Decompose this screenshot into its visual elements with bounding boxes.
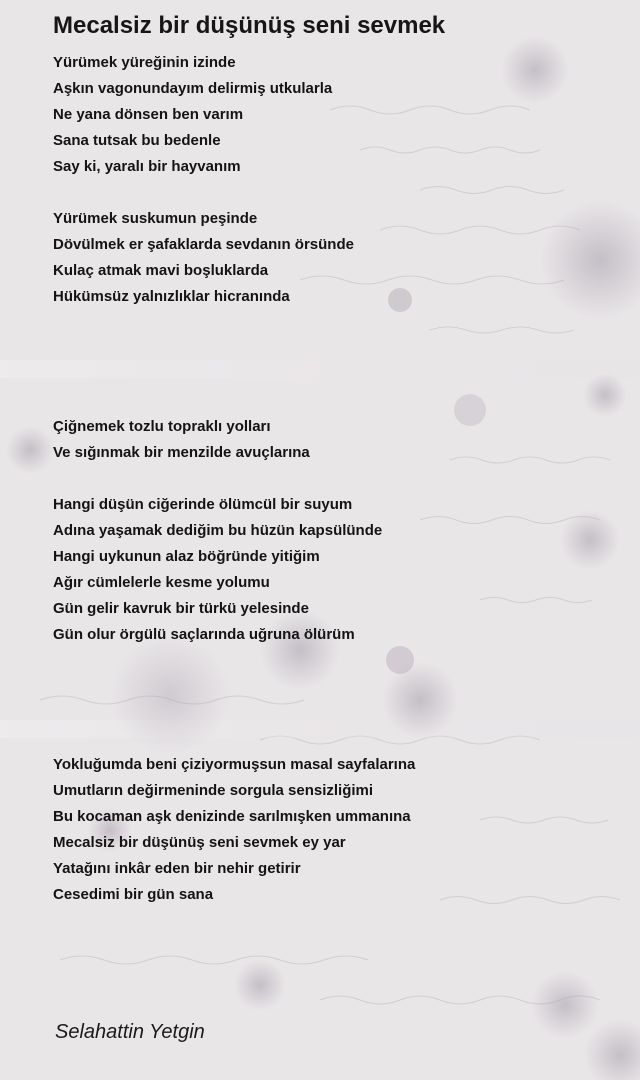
poem-line: Mecalsiz bir düşünüş seni sevmek ey yar: [53, 834, 346, 851]
poem-line: Gün olur örgülü saçlarında uğruna ölürüm: [53, 626, 355, 643]
stanza-gap: [53, 648, 415, 752]
stanza-4: [53, 492, 415, 648]
poem-line: Ve sığınmak bir menzilde avuçlarına: [53, 444, 310, 461]
poem-line: Yürümek suskumun peşinde: [53, 210, 258, 227]
author-name: Selahattin Yetgin: [55, 1021, 205, 1043]
poem-body: [53, 50, 415, 908]
poem-title: Mecalsiz bir düşünüş seni sevmek: [53, 12, 446, 39]
poem-line: Adına yaşamak dediğim bu hüzün kapsülünde: [53, 522, 383, 539]
poem-line: Yatağını inkâr eden bir nehir getirir: [53, 860, 301, 877]
poem-line: Hangi düşün ciğerinde ölümcül bir suyum: [53, 496, 353, 513]
stanza-3: [53, 414, 415, 466]
poem-line: Kulaç atmak mavi boşluklarda: [53, 262, 269, 279]
poem-line: Sana tutsak bu bedenle: [53, 132, 221, 149]
poem-line: Çiğnemek tozlu topraklı yolları: [53, 418, 271, 435]
poem-line: Ne yana dönsen ben varım: [53, 106, 244, 123]
stanza-5: [53, 752, 415, 908]
poem-line: Say ki, yaralı bir hayvanım: [53, 158, 241, 175]
stanza-gap: [53, 466, 415, 492]
poem-line: Aşkın vagonundayım delirmiş utkularla: [53, 80, 333, 97]
poem-line: Dövülmek er şafaklarda sevdanın örsünde: [53, 236, 354, 253]
stanza-2: [53, 206, 415, 310]
poem-line: Ağır cümlelerle kesme yolumu: [53, 574, 270, 591]
poem-line: Umutların değirmeninde sorgula sensizliğimi: [53, 782, 374, 799]
poem-line: Hangi uykunun alaz böğründe yitiğim: [53, 548, 320, 565]
poem-line: Bu kocaman aşk denizinde sarılmışken ummanına: [53, 808, 411, 825]
poem-line: Cesedimi bir gün sana: [53, 886, 214, 903]
stanza-1: [53, 50, 415, 180]
poem-line: Yokluğumda beni çiziyormuşsun masal sayfalarına: [53, 756, 416, 773]
stanza-gap: [53, 310, 415, 414]
stanza-gap: [53, 180, 415, 206]
poem-line: Hükümsüz yalnızlıklar hicranında: [53, 288, 290, 305]
poem-line: Yürümek yüreğinin izinde: [53, 54, 236, 71]
poem-line: Gün gelir kavruk bir türkü yelesinde: [53, 600, 309, 617]
